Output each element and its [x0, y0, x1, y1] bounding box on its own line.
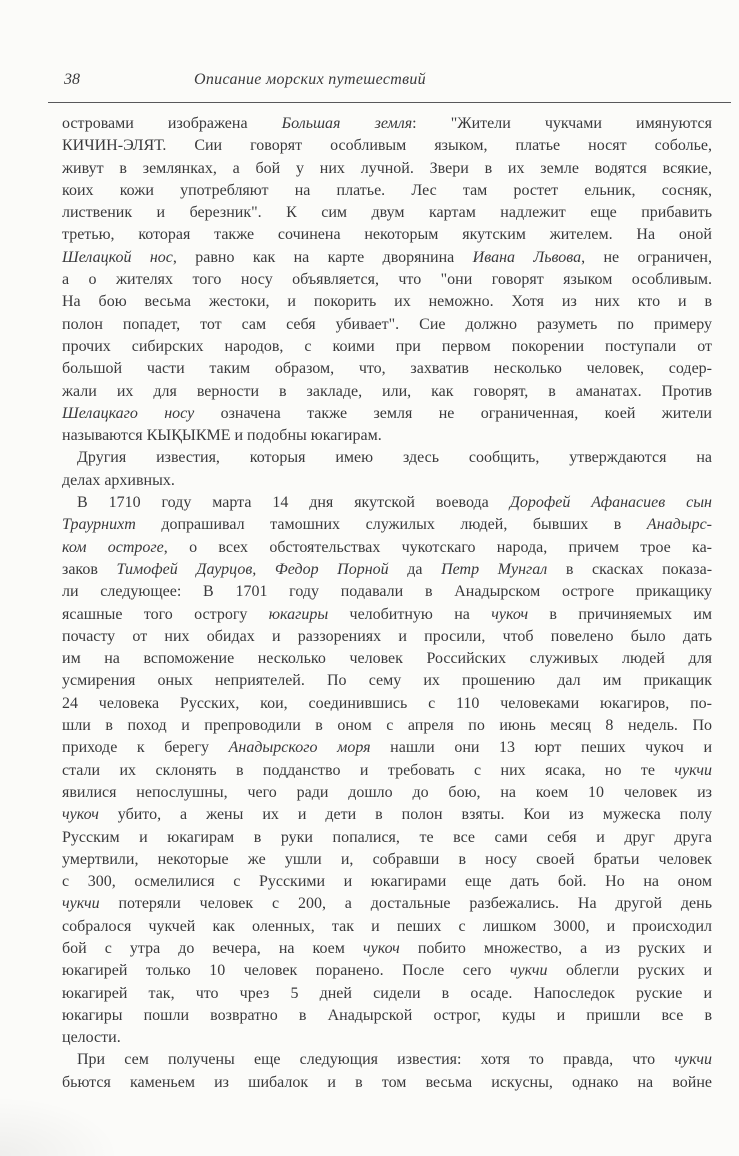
text-line — [62, 581, 712, 603]
page-text — [62, 113, 712, 1094]
text-run: побито множество, а из руских и — [399, 939, 712, 957]
text-run: коих кожи употребляют на платье. Лес там ростет ельник, сосняк, — [62, 181, 712, 199]
text-run: , о всех обстоятельствах чукотскаго народа, причем трое ка- — [163, 538, 712, 556]
text-run: челобитную на — [328, 605, 492, 623]
text-line — [62, 626, 712, 648]
text-run: При сем получены еще следующия известия: хотя то правда, что — [77, 1051, 675, 1069]
text-line — [62, 224, 712, 246]
text-line — [62, 358, 712, 380]
italic-text-run: чукоч — [491, 605, 529, 623]
text-run: называются КЫҚЫКМЕ и подобны юкагирам. — [62, 427, 382, 445]
text-line — [62, 202, 712, 224]
text-run: юкагирей только 10 человек поранено. После сего — [62, 962, 510, 980]
italic-text-run: Анадырского моря — [228, 739, 371, 757]
text-run: КИЧИН-ЭЛЯТ. Сии говорят особливым языком, платье носят соболье, — [62, 137, 712, 155]
text-run: : "Жители чукчами имянуются — [412, 115, 712, 132]
page-header — [0, 69, 739, 91]
text-line — [62, 1072, 712, 1094]
text-run: островами изображена — [62, 115, 282, 132]
text-run: Русским и юкагирам в руки попалися, те все сами себя и друг друга — [62, 828, 712, 846]
italic-text-run: Анадырс- — [646, 516, 712, 534]
italic-text-run: юкагиры — [268, 605, 329, 623]
text-run: юкагиры пошли возвратно в Анадырской острог, куды и пришли все в — [62, 1006, 712, 1024]
text-line — [62, 1049, 712, 1071]
text-run: убито, а жены их и дети в полон взяты. Кои из мужеска полу — [98, 806, 712, 824]
text-run: На бою весьма жестоки, и покорить их неможно. Хотя из них кто и в — [62, 293, 712, 311]
italic-text-run: Шелацкаго носу — [62, 404, 195, 422]
text-run: жали их для верности в закладе, или, как говорят, в аманатах. Против — [62, 382, 712, 400]
text-line — [62, 135, 712, 157]
italic-text-run: Тимофей Даурцов, Федор Порной — [116, 560, 389, 578]
text-line — [62, 492, 712, 514]
italic-text-run: Петр Мунгал — [441, 560, 548, 578]
text-line — [62, 983, 712, 1005]
text-line — [62, 715, 712, 737]
header-rule — [48, 102, 731, 103]
text-run: да — [388, 560, 442, 578]
italic-text-run: Большая земля — [281, 115, 413, 132]
italic-text-run: Дорофей Афанасиев сын — [509, 494, 712, 512]
text-line — [62, 336, 712, 358]
text-run: допрашивал тамошних служилых людей, бывших в — [135, 516, 647, 534]
italic-text-run: Ивана Львова — [472, 248, 582, 266]
italic-text-run: чукчи — [509, 962, 548, 980]
text-run: шли в поход и препроводили в оном с апреля по июнь месяц 8 недель. По — [62, 717, 712, 735]
italic-text-run: чукоч — [362, 939, 400, 957]
text-run: юкагирей так, что чрез 5 дней сидели в осаде. Напоследок руские и — [62, 984, 712, 1002]
text-run: 24 человека Русских, кои, соединившись с 110 человеками юкагиров, по- — [62, 694, 712, 712]
text-line — [62, 269, 712, 291]
text-line — [62, 559, 712, 581]
text-line — [62, 849, 712, 871]
text-run: потеряли человек с 200, а достальные разбежались. На другой день — [99, 895, 712, 913]
text-line — [62, 381, 712, 403]
text-run: , не ограничен, — [581, 248, 712, 266]
text-line — [62, 871, 712, 893]
text-line — [62, 760, 712, 782]
italic-text-run: чукоч — [62, 806, 99, 824]
text-line — [62, 291, 712, 313]
text-line — [62, 425, 712, 447]
text-run: им на вспоможение несколько человек Российских служивых людей для — [62, 650, 712, 668]
text-run: большой части таким образом, что, захватив несколько человек, содер- — [62, 360, 712, 378]
text-run: ли следующее: В 1701 году подавали в Анадырском остроге прикащику — [62, 583, 712, 601]
text-line — [62, 693, 712, 715]
text-line — [62, 938, 712, 960]
text-run: делах архивных. — [62, 471, 175, 489]
text-run: полон попадет, тот сам себя убивает". Сие должно разуметь по примеру — [62, 315, 712, 333]
text-line — [62, 158, 712, 180]
text-line — [62, 737, 712, 759]
text-line — [62, 537, 712, 559]
text-line — [62, 782, 712, 804]
italic-text-run: Траурнихт — [62, 516, 136, 534]
italic-text-run: ком остроге — [62, 538, 164, 556]
italic-text-run: чукчи — [674, 1051, 712, 1069]
text-run: ясашные того острогу — [62, 605, 269, 623]
text-line — [62, 827, 712, 849]
text-run: прочих сибирских народов, с коими при первом покорении поступали от — [62, 337, 712, 355]
italic-text-run: чукчи — [674, 761, 712, 779]
running-title: Описание морских путешествий — [194, 71, 426, 88]
text-line — [62, 1005, 712, 1027]
text-run: лиственик и березник". К сим двум картам надлежит еще прибавить — [62, 204, 712, 222]
italic-text-run: чукчи — [62, 895, 100, 913]
text-run: в скасках показа- — [547, 560, 713, 578]
text-line — [62, 113, 712, 135]
text-run: третью, которая также сочинена некоторым якутским жителем. На оной — [62, 226, 712, 244]
text-line — [62, 916, 712, 938]
text-run: целости. — [62, 1029, 121, 1047]
text-line — [62, 960, 712, 982]
text-line — [62, 470, 712, 492]
text-run: В 1710 году марта 14 дня якутской воевода — [77, 494, 510, 512]
text-run: приходе к берегу — [62, 739, 229, 757]
text-run: с 300, осмелилися с Русскими и юкагирами еще дать бой. Но на оном — [62, 873, 712, 891]
text-line — [62, 893, 712, 915]
text-run: а о жителях того носу объявляется, что "они говорят языком особливым. — [62, 271, 712, 289]
text-line — [62, 648, 712, 670]
text-run: Другия известия, которыя имею здесь сообщить, утверждаются на — [77, 449, 712, 467]
text-run: собралося чукчей как оленных, так и пеших с лишком 3000, и происходил — [62, 917, 712, 935]
text-line — [62, 247, 712, 269]
text-line — [62, 447, 712, 469]
text-line — [62, 514, 712, 536]
text-line — [62, 180, 712, 202]
text-line — [62, 804, 712, 826]
text-run: означена также земля не ограниченная, коей жители — [194, 404, 712, 422]
text-run: заков — [62, 560, 117, 578]
text-run: нашли они 13 юрт пеших чукоч и — [370, 739, 713, 757]
text-run: стали их склонять в подданство и требовать с них ясака, но те — [62, 761, 675, 779]
text-line — [62, 670, 712, 692]
italic-text-run: Шелацкой нос — [62, 248, 173, 266]
text-line — [62, 604, 712, 626]
text-run: , равно как на карте дворянина — [172, 248, 473, 266]
text-line — [62, 314, 712, 336]
text-run: усмирения оных неприятелей. По сему их прошению дал им прикащик — [62, 672, 712, 690]
text-line — [62, 1027, 712, 1049]
text-run: в причиняемых им — [528, 605, 713, 623]
text-run: явилися непослушны, чего ради дошло до бою, на коем 10 человек из — [62, 783, 712, 801]
text-run: бой с утра до вечера, на коем — [62, 939, 363, 957]
text-run: живут в землянках, а бой у них лучной. Звери в их земле водятся всякие, — [62, 159, 712, 177]
text-line — [62, 403, 712, 425]
page-number: 38 — [64, 71, 80, 88]
text-run: облегли руских и — [547, 962, 713, 980]
text-run: почасту от них обидах и раззорениях и просили, чтоб повелено было дать — [62, 627, 712, 645]
text-run: умертвили, некоторые же ушли и, собравши в носу своей братьи человек — [62, 850, 712, 868]
text-run: бьются каменьем из шибалок и в том весьма искусны, однако на войне — [62, 1073, 712, 1091]
